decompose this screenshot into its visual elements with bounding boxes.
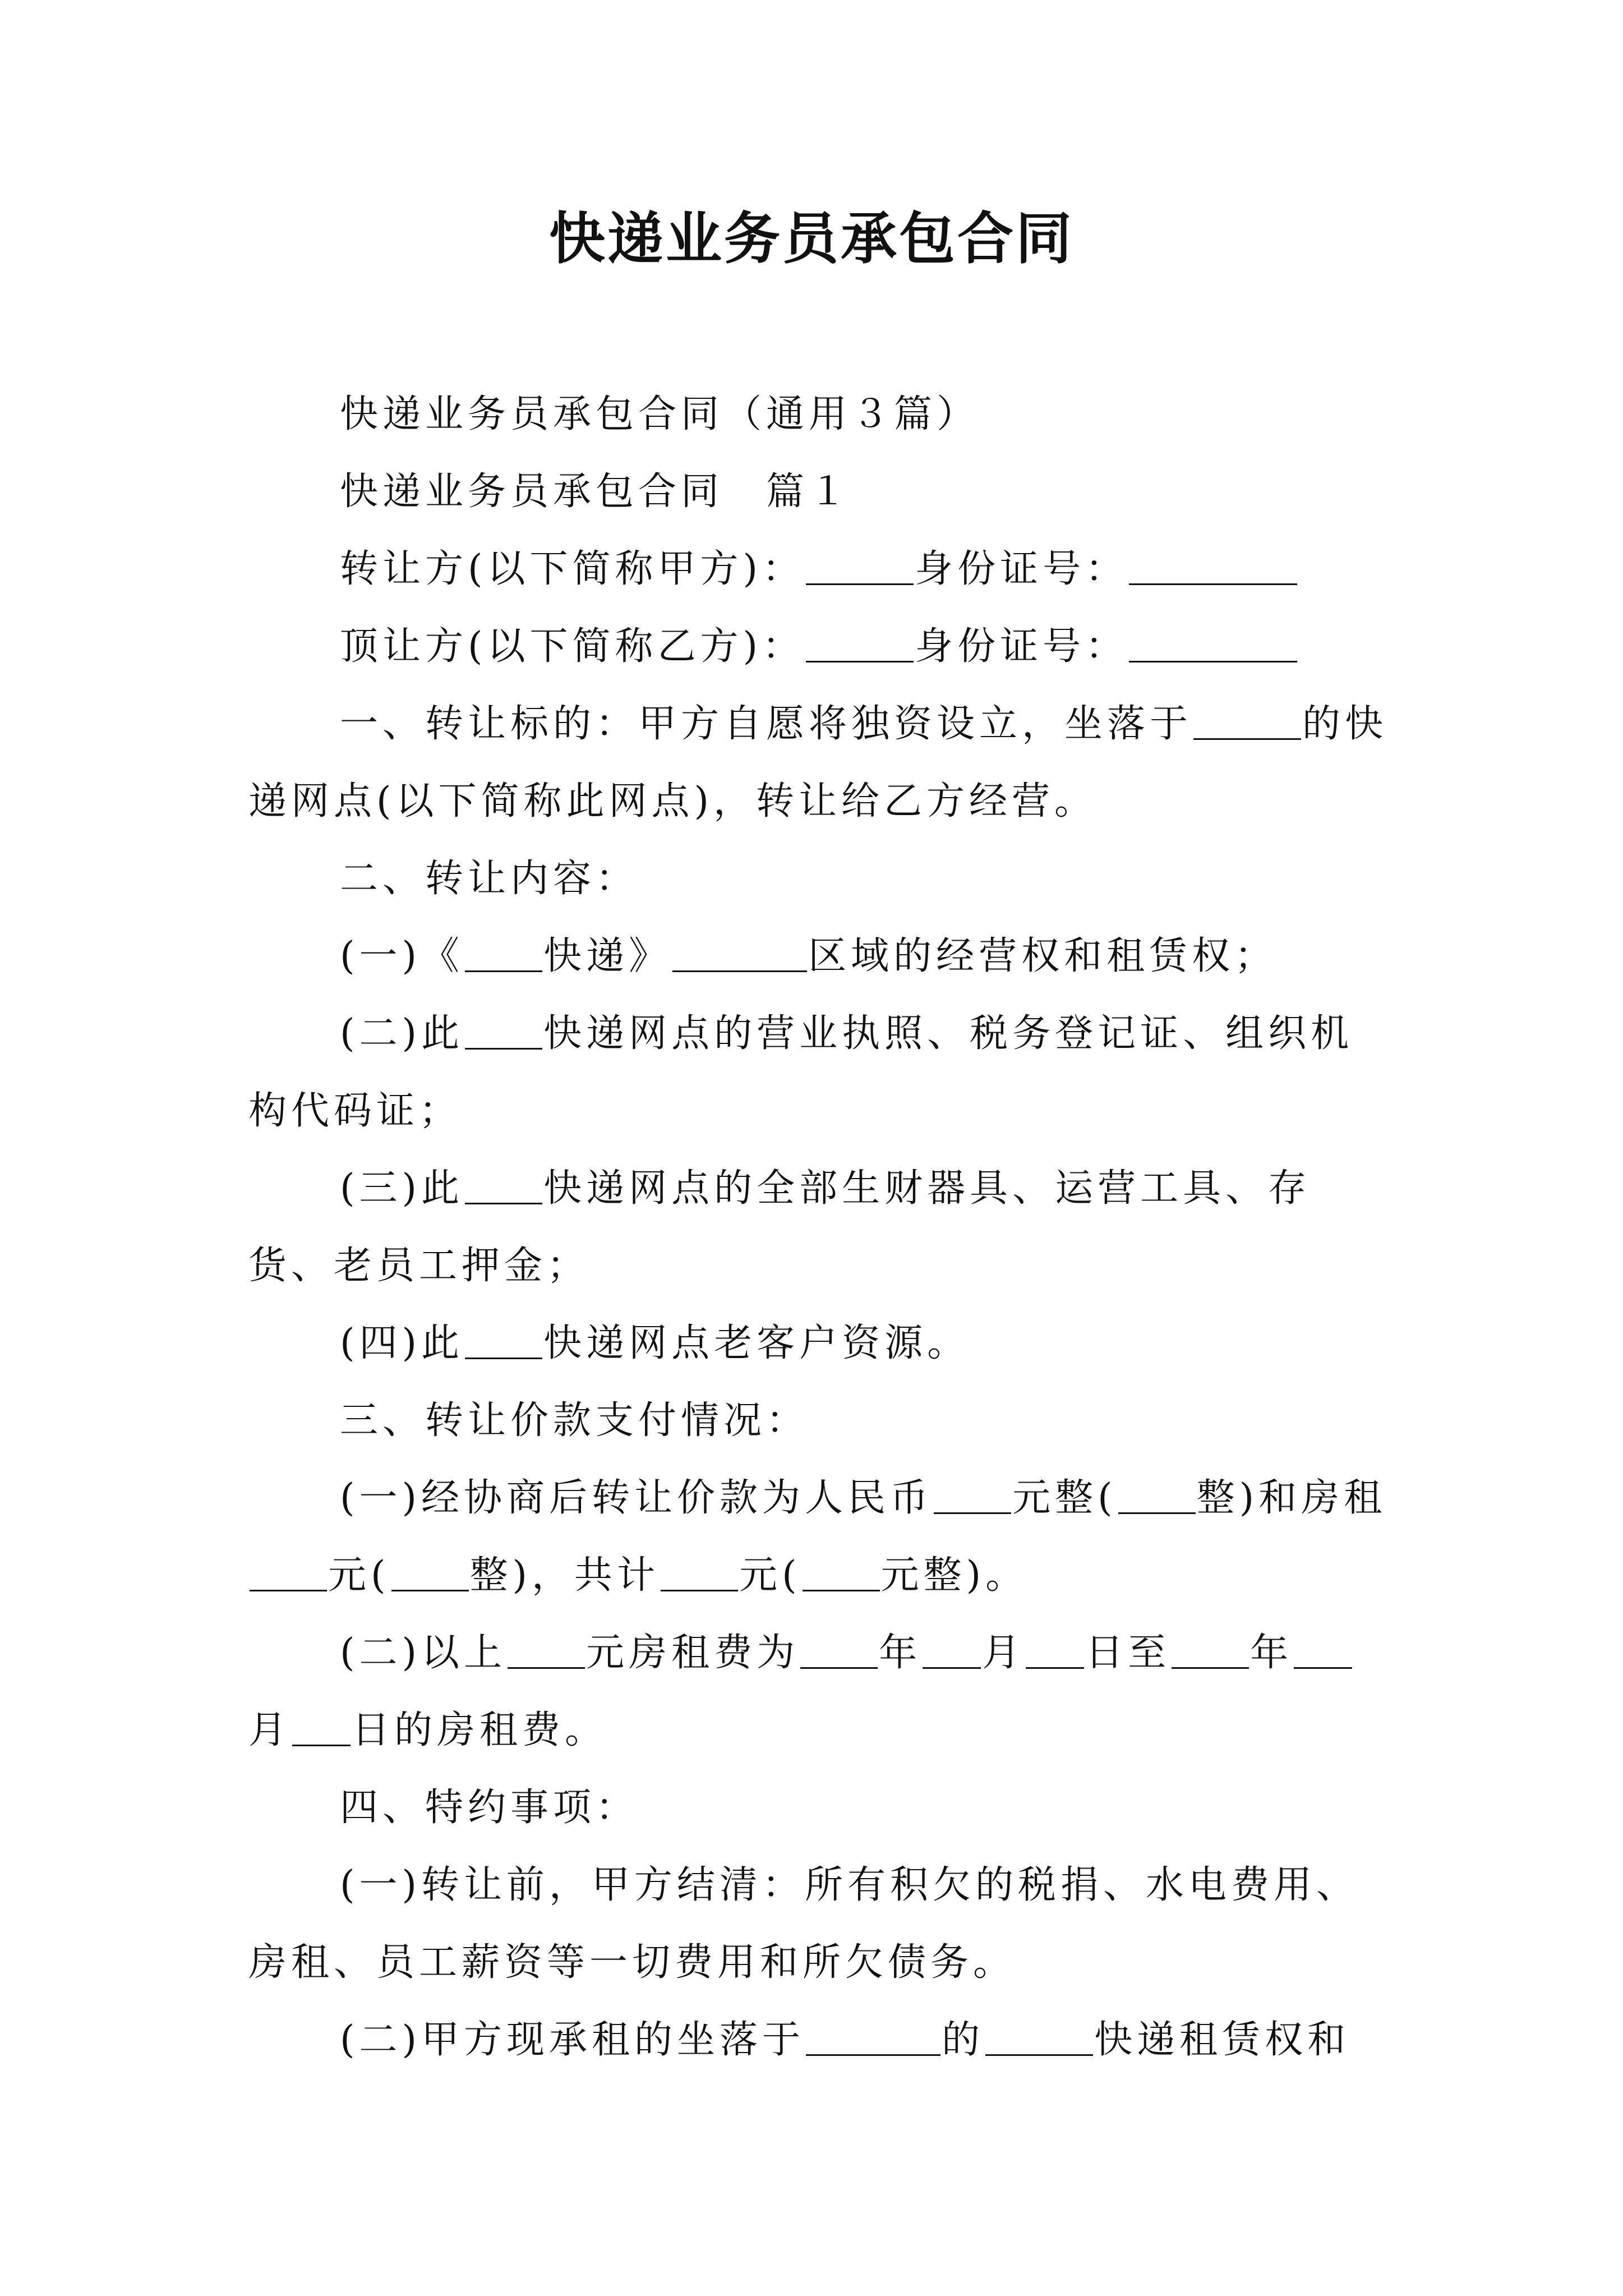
paragraph-text: 元整(: [1012, 1476, 1117, 1520]
blank-line: [1294, 1632, 1352, 1669]
paragraph-clause: [248, 918, 1394, 995]
blank-line: [465, 1168, 542, 1204]
paragraph-text: 一、转让标的：甲方自愿将独资设立，坐落于: [340, 702, 1193, 746]
paragraph-text: 月: [982, 1631, 1025, 1675]
paragraph-text: 元(: [739, 1553, 801, 1598]
paragraph-text: (一)《: [340, 934, 464, 978]
blank-line: [508, 1632, 585, 1669]
paragraph-section-heading: [248, 1382, 1394, 1460]
paragraph-subtitle: [248, 376, 1394, 453]
paragraph-text: 快递业务员承包合同（通用３篇）: [340, 392, 980, 436]
paragraph-text: 元房租费为: [586, 1631, 800, 1675]
paragraph-text: 快递网点老客户资源。: [543, 1321, 970, 1365]
paragraph-text: 整)和房租: [1196, 1476, 1387, 1520]
paragraph-section-heading: [248, 840, 1394, 918]
paragraph-clause: [248, 2001, 1394, 2079]
paragraph-part-heading: [248, 453, 1394, 531]
paragraph-text: (二)甲方现承租的坐落于: [340, 2018, 805, 2062]
paragraph-text: 元(: [328, 1553, 390, 1598]
paragraph-text: 转让方(以下简称甲方)：: [340, 547, 805, 591]
paragraph-clause: [248, 1847, 1394, 2001]
paragraph-text: (一)转让前，甲方结清：所有积欠的税捐、水电费用、房租、员工薪资等一切费用和所欠债务。: [248, 1863, 1359, 1985]
paragraph-text: 快递》: [543, 934, 672, 978]
paragraph-text: 快递网点的全部生财器具、运营工具、存货、老员工押金；: [248, 1166, 1311, 1288]
paragraph-text: 二、转让内容：: [340, 857, 639, 901]
blank-line: [250, 1555, 327, 1591]
blank-line: [985, 2019, 1093, 2056]
paragraph-text: 区域的经营权和租赁权；: [808, 934, 1278, 978]
paragraph-text: 年: [1250, 1631, 1293, 1675]
document-title: 快递业务员承包合同: [549, 205, 1074, 272]
blank-line: [806, 549, 914, 585]
paragraph-text: 四、特约事项：: [340, 1786, 639, 1830]
paragraph-text: 年: [879, 1631, 922, 1675]
blank-line: [1172, 1632, 1249, 1669]
blank-line: [1118, 1478, 1196, 1514]
paragraph-text: 的: [942, 2018, 985, 2062]
paragraph-clause: [248, 1614, 1394, 1769]
blank-line: [1129, 549, 1297, 585]
document-body: [248, 376, 1394, 2079]
paragraph-text: 整)，共计: [469, 1553, 660, 1598]
blank-line: [391, 1555, 469, 1591]
paragraph-text: (二)此: [340, 1011, 464, 1056]
paragraph-text: 日至: [1085, 1631, 1171, 1675]
blank-line: [923, 1632, 981, 1669]
blank-line: [465, 1013, 542, 1050]
paragraph-subject: [248, 685, 1394, 840]
blank-line: [806, 626, 914, 662]
paragraph-text: 元整)。: [880, 1553, 1029, 1598]
blank-line: [806, 2019, 940, 2056]
paragraph-text: 快递业务员承包合同 篇１: [340, 470, 852, 514]
paragraph-text: 快递租赁权和: [1094, 2018, 1350, 2062]
paragraph-text: 顶让方(以下简称乙方)：: [340, 624, 805, 669]
blank-line: [1193, 703, 1301, 740]
paragraph-text: 三、转让价款支付情况：: [340, 1398, 809, 1443]
blank-line: [934, 1478, 1011, 1514]
blank-line: [800, 1632, 878, 1669]
paragraph-text: (四)此: [340, 1321, 464, 1365]
paragraph-text: 的快递网点(以下简称此网点)，转让给乙方经营。: [248, 702, 1388, 823]
paragraph-text: 身份证号：: [915, 547, 1128, 591]
blank-line: [292, 1710, 351, 1746]
paragraph-transferee: [248, 608, 1394, 685]
paragraph-clause: [248, 1150, 1394, 1305]
paragraph-text: 月: [248, 1708, 292, 1752]
paragraph-transferor: [248, 531, 1394, 608]
blank-line: [1129, 626, 1297, 662]
paragraph-section-heading: [248, 1769, 1394, 1847]
paragraph-text: (一)经协商后转让价款为人民币: [340, 1476, 933, 1520]
paragraph-clause: [248, 995, 1394, 1150]
paragraph-text: (二)以上: [340, 1631, 507, 1675]
blank-line: [803, 1555, 880, 1591]
paragraph-text: 快递网点的营业执照、税务登记证、组织机构代码证；: [248, 1011, 1354, 1133]
paragraph-text: (三)此: [340, 1166, 464, 1211]
blank-line: [465, 936, 542, 972]
blank-line: [672, 936, 807, 972]
paragraph-clause: [248, 1305, 1394, 1382]
paragraph-text: 身份证号：: [915, 624, 1128, 669]
paragraph-text: 日的房租费。: [352, 1708, 608, 1752]
blank-line: [1026, 1632, 1084, 1669]
blank-line: [661, 1555, 738, 1591]
paragraph-clause: [248, 1460, 1394, 1614]
blank-line: [465, 1323, 542, 1359]
